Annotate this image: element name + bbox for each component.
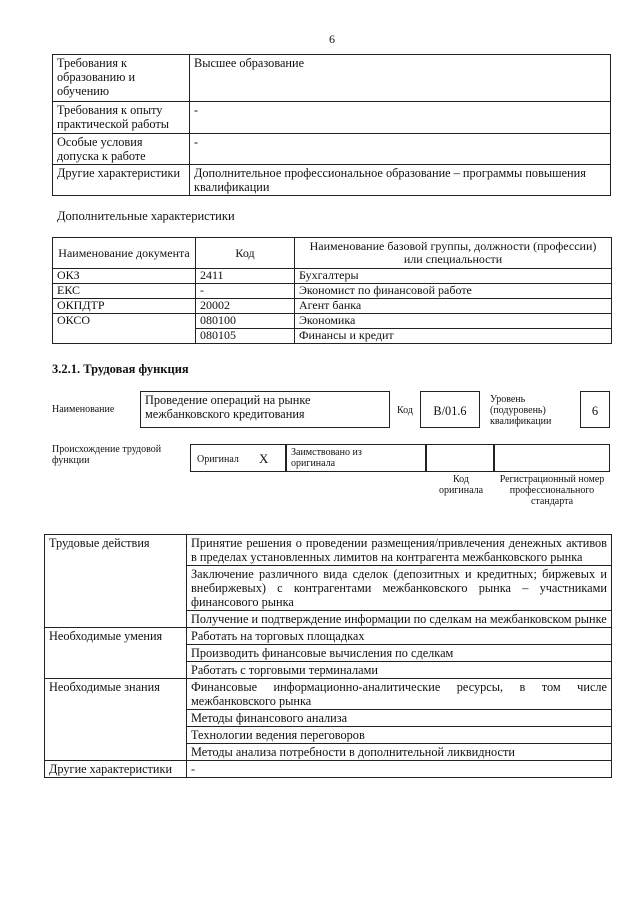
details-item: Методы анализа потребности в дополнительной ликвидности [187, 744, 612, 761]
origin-borrowed-cell [286, 444, 426, 472]
details-item: Получение и подтверждение информации по сделкам на межбанковском рынке [187, 611, 612, 628]
code-cell: - [196, 284, 295, 299]
requirement-value: - [190, 102, 611, 134]
function-name-value: Проведение операций на рынке межбанковского кредитования [145, 393, 311, 421]
table-row [53, 134, 611, 165]
doc-cell: ОКЗ [53, 269, 196, 284]
header-code: Код [196, 238, 295, 269]
reg-caption: Регистрационный номер профессионального стандарта [499, 474, 605, 507]
section-title: 3.2.1. Трудовая функция [52, 362, 189, 376]
level-label: Уровень (подуровень) квалификации [490, 394, 552, 427]
code-cell: 20002 [196, 299, 295, 314]
level-box [580, 391, 610, 428]
name-cell: Экономист по финансовой работе [295, 284, 612, 299]
code-cell: 080100 [196, 314, 295, 329]
header-document: Наименование документа [53, 238, 196, 269]
requirement-label: Требования к опыту практической работы [53, 102, 190, 134]
function-code-box [420, 391, 480, 428]
doc-cell: ОКСО [53, 314, 196, 344]
details-label: Необходимые знания [45, 679, 187, 761]
table-row [53, 55, 611, 102]
name-label: Наименование [52, 404, 115, 415]
doc-cell: ОКПДТР [53, 299, 196, 314]
additional-title: Дополнительные характеристики [57, 209, 235, 223]
requirement-value: Дополнительное профессиональное образование – программы повышения квалификации [190, 165, 611, 196]
table-row [53, 165, 611, 196]
details-item: Заключение различного вида сделок (депозитных и кредитных; биржевых и внебиржевых) с контрагентами межбанковского рынка – участниками финансового рынка [187, 566, 612, 611]
table-row [45, 679, 612, 710]
table-row [53, 299, 612, 314]
header-name: Наименование базовой группы, должности (профессии) или специальности [295, 238, 612, 269]
requirements-table [52, 54, 611, 196]
code-label: Код [397, 405, 413, 416]
details-label: Необходимые умения [45, 628, 187, 679]
table-row [53, 314, 612, 329]
table-row [53, 102, 611, 134]
function-name-box [140, 391, 390, 428]
origin-code-cell [426, 444, 494, 472]
level-value: 6 [591, 404, 599, 418]
details-label: Трудовые действия [45, 535, 187, 628]
details-item: Технологии ведения переговоров [187, 727, 612, 744]
details-item: Принятие решения о проведении размещения/привлечения денежных активов в пределах установленных лимитов на контрагента межбанковского рынка [187, 535, 612, 566]
name-cell: Агент банка [295, 299, 612, 314]
table-row [45, 535, 612, 566]
requirement-label: Требования к образованию и обучению [53, 55, 190, 102]
name-cell: Бухгалтеры [295, 269, 612, 284]
details-table [44, 534, 612, 778]
table-row [45, 761, 612, 778]
requirement-value: Высшее образование [190, 55, 611, 102]
requirement-label: Другие характеристики [53, 165, 190, 196]
details-item: - [187, 761, 612, 778]
name-cell: Финансы и кредит [295, 329, 612, 344]
requirement-label: Особые условия допуска к работе [53, 134, 190, 165]
table-row [53, 284, 612, 299]
details-item: Работать с торговыми терминалами [187, 662, 612, 679]
original-label: Оригинал [197, 454, 239, 465]
details-item: Методы финансового анализа [187, 710, 612, 727]
additional-table [52, 237, 612, 344]
name-cell: Экономика [295, 314, 612, 329]
code-cell: 080105 [196, 329, 295, 344]
table-row [53, 269, 612, 284]
function-code-value: B/01.6 [433, 404, 467, 418]
code-caption: Код оригинала [438, 474, 484, 496]
original-mark: X [259, 451, 269, 466]
origin-label: Происхождение трудовой функции [52, 444, 162, 466]
code-cell: 2411 [196, 269, 295, 284]
details-item: Производить финансовые вычисления по сделкам [187, 645, 612, 662]
requirement-value: - [190, 134, 611, 165]
origin-original-cell [190, 444, 286, 472]
details-label: Другие характеристики [45, 761, 187, 778]
doc-cell: ЕКС [53, 284, 196, 299]
details-item: Финансовые информационно-аналитические ресурсы, в том числе межбанковского рынка [187, 679, 612, 710]
origin-reg-cell [494, 444, 610, 472]
page-number: 6 [329, 32, 335, 46]
details-item: Работать на торговых площадках [187, 628, 612, 645]
table-row [45, 628, 612, 645]
table-header-row [53, 238, 612, 269]
borrowed-label: Заимствовано из оригинала [291, 447, 362, 469]
